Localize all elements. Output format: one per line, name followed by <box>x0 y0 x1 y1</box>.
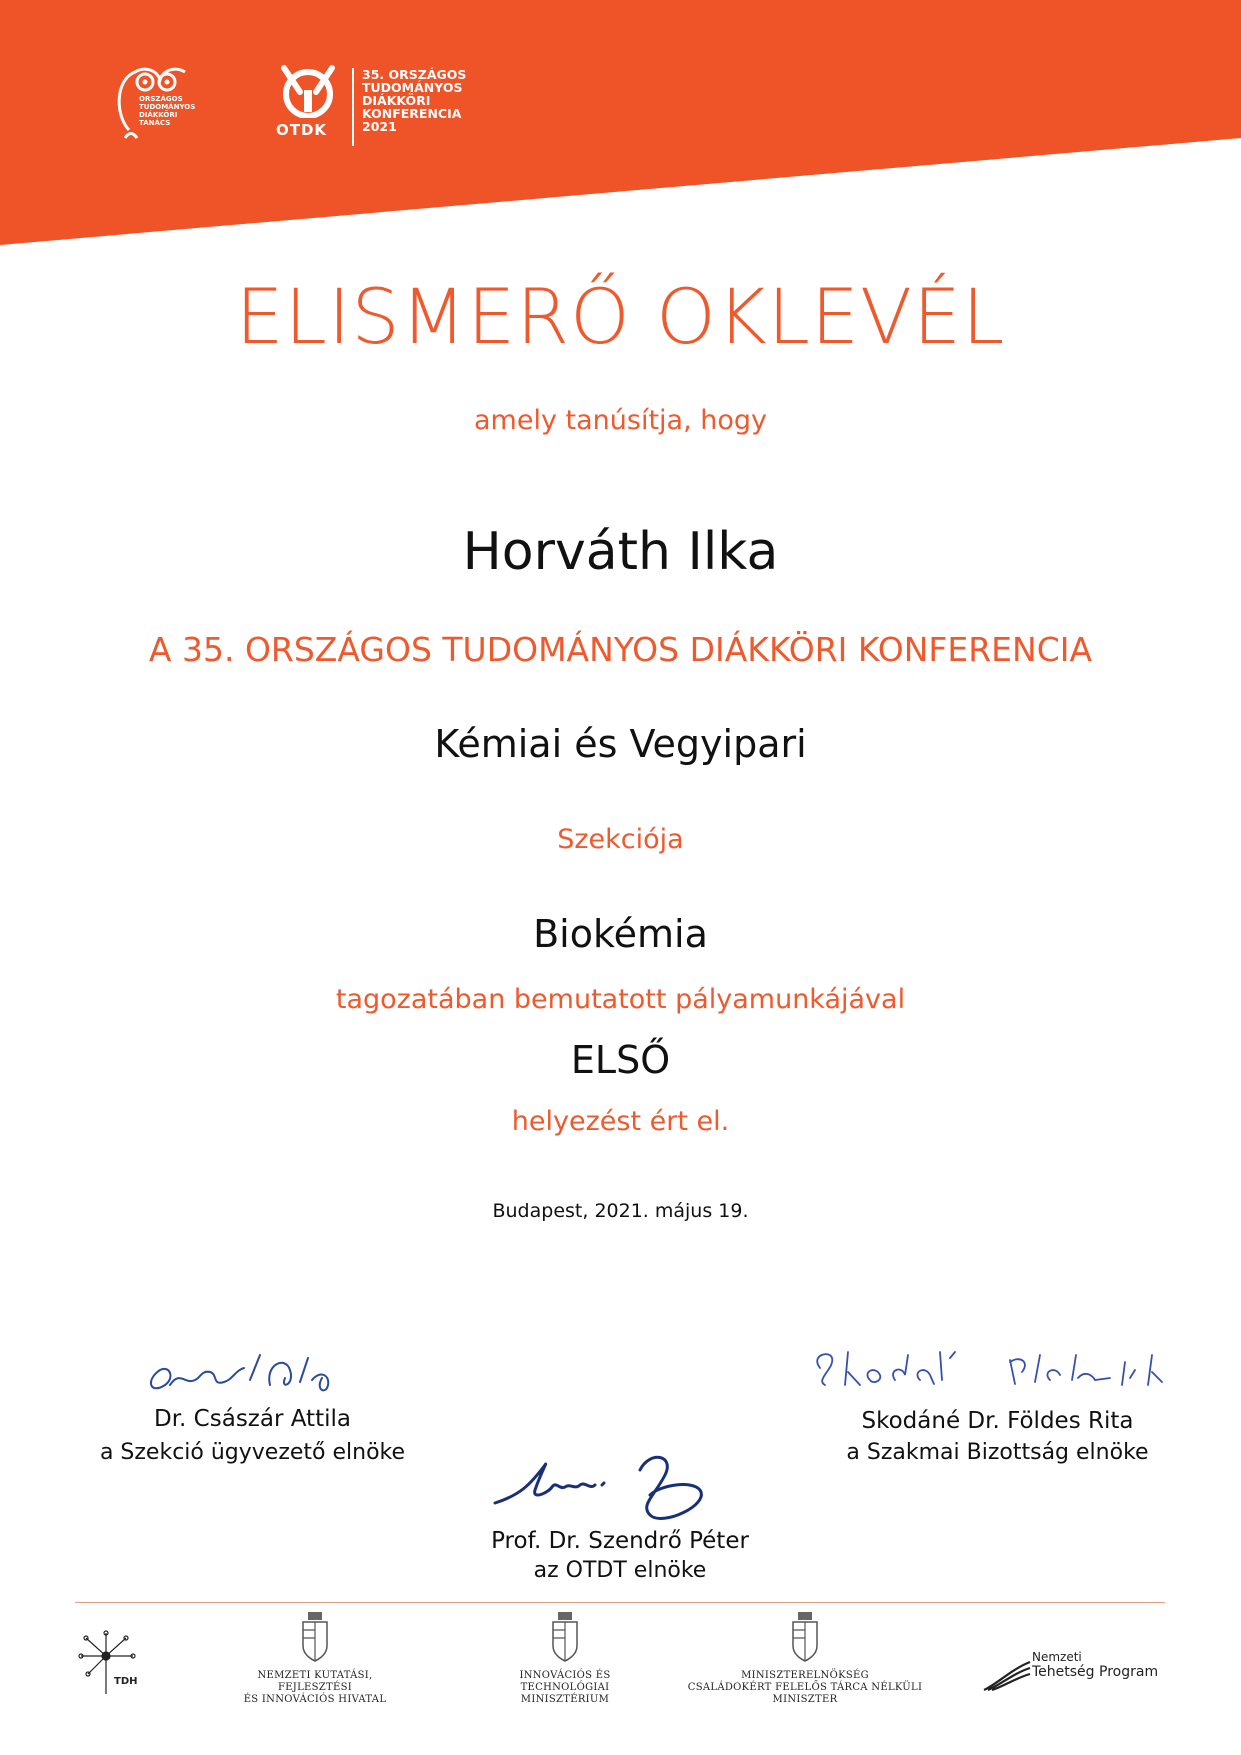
section-label: Szekciója <box>557 824 684 855</box>
signatory-name: Dr. Császár Attila <box>154 1406 351 1432</box>
ntp-line: Nemzeti <box>1032 1650 1082 1664</box>
placement-label: helyezést ért el. <box>511 1106 730 1137</box>
tdh-label: TDH <box>114 1676 138 1687</box>
division-name: Biokémia <box>533 912 708 956</box>
mek-line: CSALÁDOKÉRT FELELŐS TÁRCA NÉLKÜLI MINISZTER <box>687 1682 923 1705</box>
mek-line: MINISZTERELNÖKSÉG <box>741 1670 869 1681</box>
certificate-title: ELISMERŐ OKLEVÉL <box>235 272 1006 361</box>
nkfih-line: NEMZETI KUTATÁSI, FEJLESZTÉSI <box>257 1670 373 1693</box>
logo-left-line: TANÁCS <box>139 119 171 127</box>
ntp-line: Tehetség Program <box>1032 1664 1159 1680</box>
nkfih-line: ÉS INNOVÁCIÓS HIVATAL <box>243 1694 387 1705</box>
signature-skodane <box>810 1340 1180 1400</box>
otdk-divider <box>352 68 354 146</box>
conf-line: TUDOMÁNYOS <box>362 80 463 95</box>
itm-line: MINISZTÉRIUM <box>520 1694 610 1705</box>
signature-szendro <box>490 1445 770 1535</box>
ntp-logo <box>982 1650 1162 1700</box>
division-label: tagozatában bemutatott pályamunkájával <box>335 984 906 1015</box>
conf-line: KONFERENCIA <box>362 106 462 121</box>
mek-logo <box>670 1612 940 1705</box>
signatory-name: Prof. Dr. Szendrő Péter <box>491 1528 749 1554</box>
signatory-role: a Szakmai Bizottság elnöke <box>846 1440 1149 1465</box>
dandelion-icon <box>78 1628 148 1698</box>
coat-of-arms-icon <box>790 1612 820 1662</box>
tdh-logo <box>78 1628 158 1698</box>
signature-csaszar <box>140 1340 370 1400</box>
conference-name: A 35. ORSZÁGOS TUDOMÁNYOS DIÁKKÖRI KONFERENCIA <box>148 630 1093 669</box>
otdk-logo <box>276 62 476 152</box>
itm-logo <box>475 1612 655 1705</box>
itm-line: INNOVÁCIÓS ÉS TECHNOLÓGIAI <box>519 1670 611 1693</box>
otdk-label: OTDK <box>276 121 328 139</box>
coat-of-arms-icon <box>550 1612 580 1662</box>
logo-left-line: DIÁKKÖRI <box>139 111 178 119</box>
recipient-name: Horváth Ilka <box>462 522 779 582</box>
footer-divider <box>75 1602 1165 1603</box>
signatory-name: Skodáné Dr. Földes Rita <box>861 1408 1134 1434</box>
wave-icon <box>982 1654 1032 1694</box>
signatory-role: a Szekció ügyvezető elnöke <box>99 1440 406 1465</box>
signatory-role: az OTDT elnöke <box>533 1558 707 1583</box>
conf-line: 2021 <box>362 119 397 134</box>
intro-text: amely tanúsítja, hogy <box>474 405 767 436</box>
logo-left-line: ORSZÁGOS <box>139 95 183 103</box>
otdt-owl-logo <box>115 60 205 145</box>
coat-of-arms-icon <box>300 1612 330 1662</box>
date-line: Budapest, 2021. május 19. <box>492 1200 749 1222</box>
section-name: Kémiai és Vegyipari <box>434 722 807 766</box>
conf-line: DIÁKKÖRI <box>362 93 431 108</box>
logo-left-line: TUDOMÁNYOS <box>139 103 196 111</box>
nkfih-logo <box>230 1612 400 1705</box>
placement: ELSŐ <box>570 1038 671 1082</box>
conf-line: 35. ORSZÁGOS <box>362 67 467 82</box>
otdk-emblem-icon <box>276 62 340 118</box>
